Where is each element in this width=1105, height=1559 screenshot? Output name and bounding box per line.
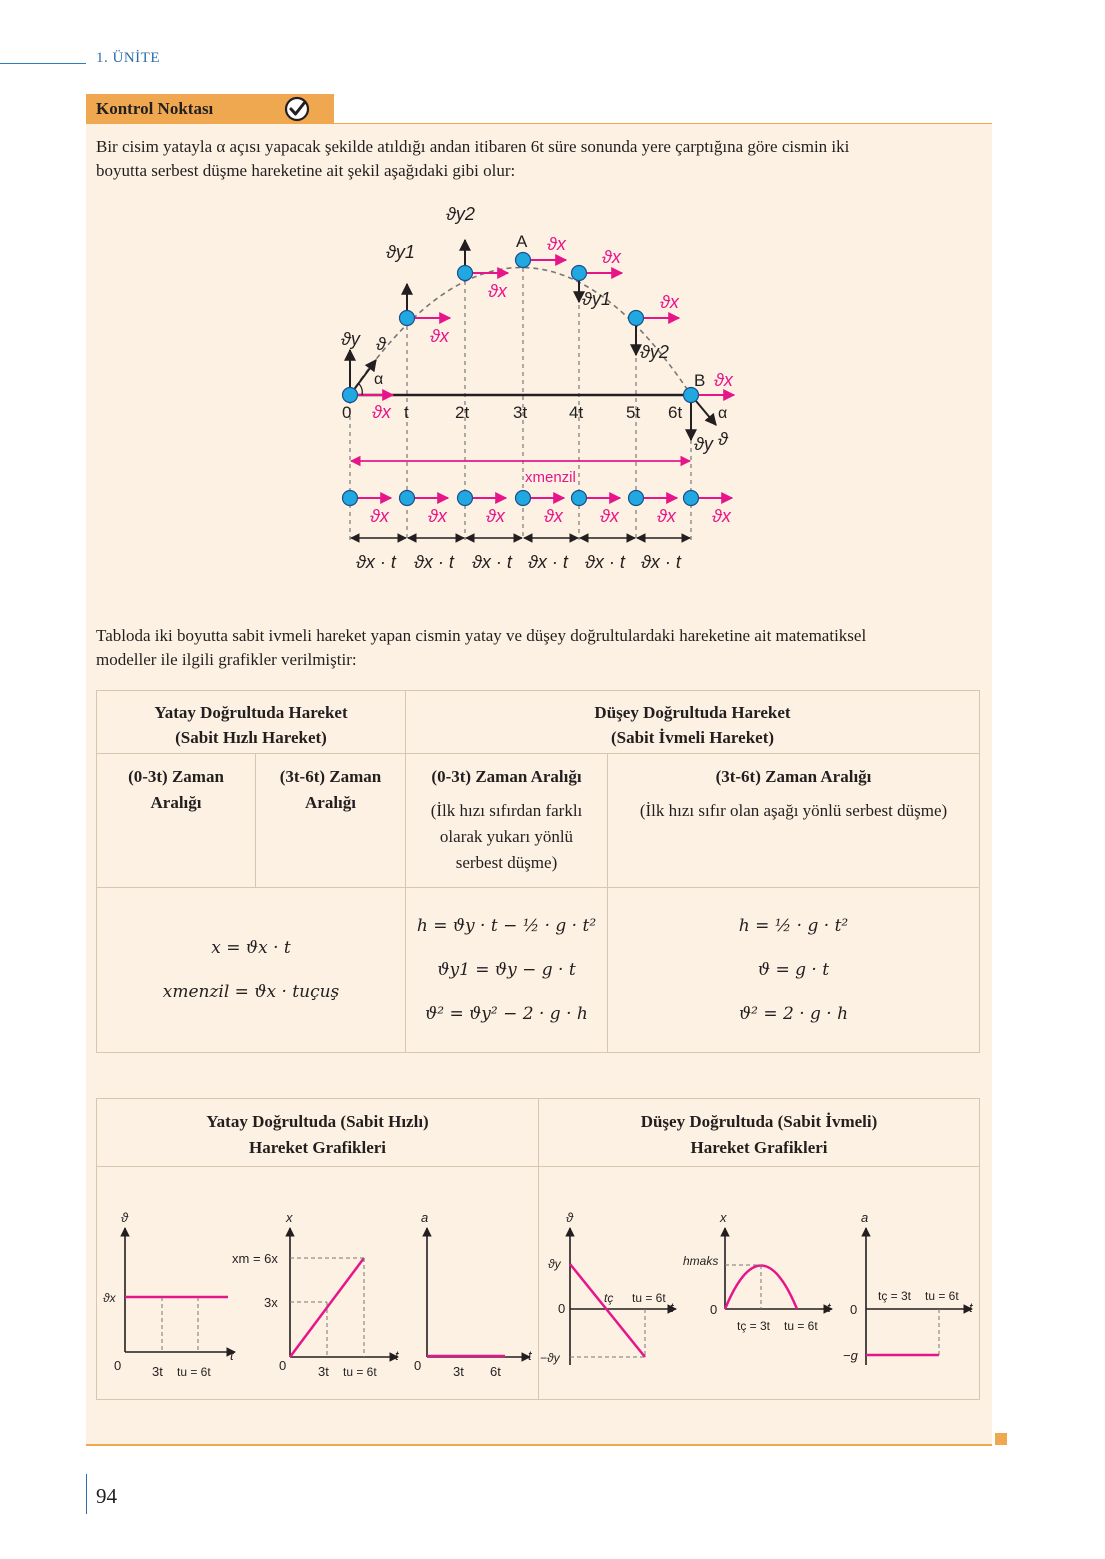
corner-marker: [995, 1433, 1007, 1445]
point-a-label: A: [516, 232, 528, 251]
vx-row-0: ϑx: [370, 506, 389, 526]
time-label-3: 3t: [513, 403, 528, 422]
graph-horizontal-velocity: [103, 1210, 235, 1379]
table1-header-right: Düşey Doğrultuda Hareket (Sabit İvmeli Hareket): [406, 691, 980, 754]
g6-origin: 0: [850, 1302, 858, 1317]
g6-level: −g: [843, 1348, 858, 1363]
vx-label-1: ϑx: [430, 326, 449, 346]
section-title: Kontrol Noktası: [96, 99, 214, 118]
table1-cell-horizontal-3t-6t: (3t-6t) Zaman Aralığı: [256, 754, 406, 888]
vx-row-2: ϑx: [486, 506, 505, 526]
table1-formulas-vertical-up: h = ϑy · t − ½ · g · t² ϑy1 = ϑy − g · t ϑ² = ϑy² − 2 · g · h: [406, 888, 608, 1053]
g2-origin: 0: [279, 1358, 287, 1373]
vy1-label: ϑy1: [386, 242, 415, 262]
time-label-1: t: [404, 403, 409, 422]
table1-formulas-horizontal: x = ϑx · t xmenzil = ϑx · tuçuş: [97, 888, 406, 1053]
segment-label-4: ϑx · t: [585, 552, 625, 572]
g6-x-axis: t: [969, 1300, 973, 1315]
time-label-6: 6t: [668, 403, 683, 422]
intro-line-1: Bir cisim yatayla α açısı yapacak şekilde atıldığı andan itibaren 6t süre sonunda yere çarptığına göre cismin iki: [96, 137, 850, 156]
graph-vertical-height: [683, 1210, 832, 1333]
g4-t2: tu = 6t: [632, 1291, 666, 1305]
g1-origin: 0: [114, 1358, 122, 1373]
projectile-diagram: [320, 195, 760, 580]
g6-t2: tu = 6t: [925, 1289, 959, 1303]
g2-t1: 3t: [318, 1364, 329, 1379]
range-label: xmenzil: [525, 469, 576, 486]
g1-t1: 3t: [152, 1364, 163, 1379]
page-number-rule: [86, 1474, 87, 1514]
vx-row-5: ϑx: [657, 506, 676, 526]
g5-top: hmaks: [683, 1254, 719, 1268]
table2-header-right: Düşey Doğrultuda (Sabit İvmeli) Hareket Grafikleri: [539, 1099, 980, 1167]
g3-t1: 3t: [453, 1364, 464, 1379]
v-label: ϑ: [376, 334, 386, 354]
g4-x-axis: t: [670, 1300, 674, 1315]
vx-label-4: ϑx: [602, 247, 621, 267]
unit-label: 1. ÜNİTE: [96, 50, 160, 66]
table2-header-left: Yatay Doğrultuda (Sabit Hızlı) Hareket Grafikleri: [97, 1099, 539, 1167]
motion-graphs: [96, 1200, 980, 1400]
graph-vertical-acceleration: [843, 1210, 974, 1365]
g1-x-axis: t: [230, 1348, 234, 1363]
g3-t2: 6t: [490, 1364, 501, 1379]
vy-label: ϑy: [341, 329, 360, 349]
check-icon: [284, 96, 310, 122]
g2-x-axis: t: [395, 1348, 399, 1363]
g4-y-axis: ϑ: [566, 1210, 574, 1225]
alpha-label-b: α: [718, 405, 728, 422]
vx-label-6: ϑx: [714, 370, 733, 390]
vy1-label-down: ϑy1: [582, 289, 611, 309]
g3-y-axis: a: [421, 1210, 429, 1225]
table1-formulas-vertical-down: h = ½ · g · t² ϑ = g · t ϑ² = 2 · g · h: [608, 888, 980, 1053]
g4-top: ϑy: [548, 1257, 561, 1271]
g2-top: xm = 6x: [232, 1251, 278, 1266]
point-b-label: B: [694, 371, 706, 390]
graph-horizontal-acceleration: [414, 1210, 533, 1379]
g2-mid: 3x: [264, 1295, 278, 1310]
table-intro-line-2: modeller ile ilgili grafikler verilmiştir:: [96, 650, 357, 669]
g5-origin: 0: [710, 1302, 718, 1317]
g5-t1: tç = 3t: [737, 1319, 771, 1333]
vx-label-0: ϑx: [372, 402, 391, 422]
table-intro: [96, 624, 986, 672]
time-label-2: 2t: [455, 403, 470, 422]
vy-label-b: ϑy: [694, 434, 713, 454]
g5-x-axis: t: [827, 1300, 831, 1315]
segment-label-3: ϑx · t: [528, 552, 568, 572]
table-intro-line-1: Tabloda iki boyutta sabit ivmeli hareket yapan cismin yatay ve düşey doğrultulardaki hareketine ait matematiksel: [96, 626, 867, 645]
table1-cell-vertical-0-3t: (0-3t) Zaman Aralığı (İlk hızı sıfırdan farklı olarak yukarı yönlü serbest düşme): [406, 754, 608, 888]
vx-label-3: ϑx: [547, 234, 566, 254]
g2-t2: tu = 6t: [343, 1365, 377, 1379]
segment-label-2: ϑx · t: [472, 552, 512, 572]
time-label-5: 5t: [626, 403, 641, 422]
g4-t1: tç: [604, 1291, 614, 1305]
page-number: 94: [96, 1484, 117, 1508]
vx-label-2: ϑx: [488, 281, 507, 301]
segment-label-0: ϑx · t: [356, 552, 396, 572]
g5-t2: tu = 6t: [784, 1319, 818, 1333]
table1-cell-horizontal-0-3t: (0-3t) Zaman Aralığı: [97, 754, 256, 888]
trajectory-curve: [350, 268, 691, 396]
vy2-label: ϑy2: [446, 204, 475, 224]
vx-row-6: ϑx: [712, 506, 731, 526]
intro-paragraph: [96, 135, 986, 183]
header-rule: [0, 63, 86, 64]
vy2-label-down: ϑy2: [640, 342, 669, 362]
model-table: [96, 690, 980, 1053]
vx-row-4: ϑx: [600, 506, 619, 526]
g2-y-axis: x: [286, 1210, 293, 1225]
g1-y-axis: ϑ: [121, 1210, 129, 1225]
segment-label-5: ϑx · t: [641, 552, 681, 572]
alpha-label: α: [374, 371, 384, 388]
intro-line-2: boyutta serbest düşme hareketine ait şekil aşağıdaki gibi olur:: [96, 161, 516, 180]
vx-row-1: ϑx: [428, 506, 447, 526]
time-label-4: 4t: [569, 403, 584, 422]
graph-vertical-velocity: [540, 1210, 676, 1365]
vx-row-3: ϑx: [544, 506, 563, 526]
segment-label-1: ϑx · t: [414, 552, 454, 572]
g5-y-axis: x: [720, 1210, 727, 1225]
g4-bottom: −ϑy: [540, 1351, 560, 1365]
g1-level: ϑx: [103, 1291, 116, 1305]
v-label-b: ϑ: [718, 429, 728, 449]
g3-x-axis: t: [528, 1348, 532, 1363]
g1-t2: tu = 6t: [177, 1365, 211, 1379]
panel-bottom-rule: [86, 1444, 992, 1446]
g6-y-axis: a: [861, 1210, 869, 1225]
g3-origin: 0: [414, 1358, 422, 1373]
vx-label-5: ϑx: [660, 292, 679, 312]
g4-origin: 0: [558, 1301, 566, 1316]
g6-t1: tç = 3t: [878, 1289, 912, 1303]
time-label-0: 0: [342, 403, 352, 422]
table1-cell-vertical-3t-6t: (3t-6t) Zaman Aralığı (İlk hızı sıfır olan aşağı yönlü serbest düşme): [608, 754, 980, 888]
table1-header-left: Yatay Doğrultuda Hareket (Sabit Hızlı Hareket): [97, 691, 406, 754]
graph-horizontal-position: [232, 1210, 400, 1379]
